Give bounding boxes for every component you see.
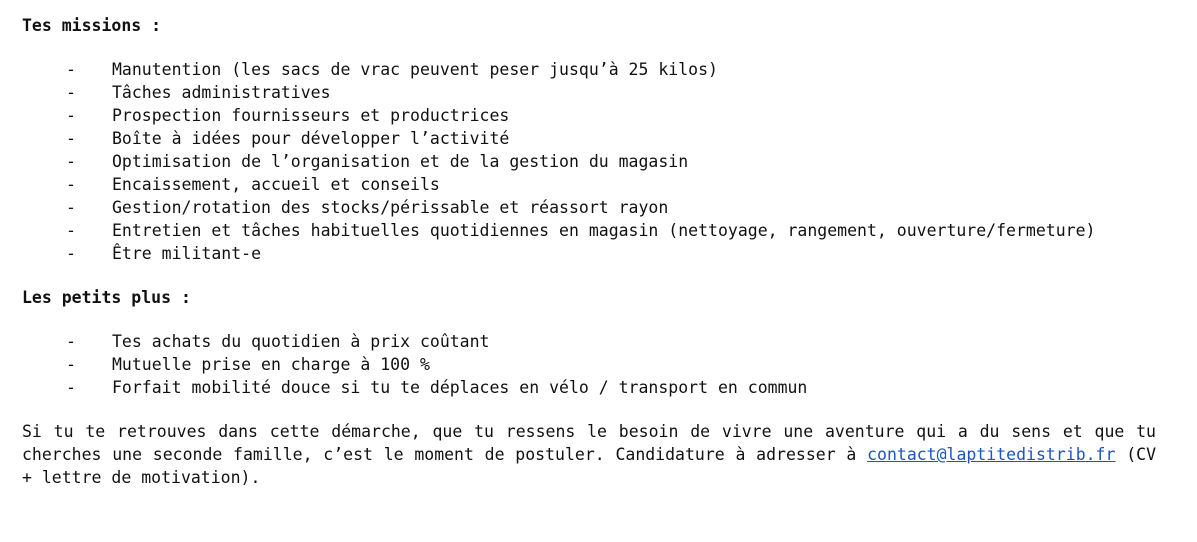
spacer [22, 399, 1156, 420]
list-item [22, 219, 1156, 242]
list-item-text: Optimisation de l’organisation et de la gestion du magasin [112, 152, 689, 171]
bullet-dash: - [66, 175, 76, 194]
closing-text: Si tu te retrouves dans cette démarche, que tu ressens le besoin de vivre une aventure qui a du sens et que tu cherches une seconde famille, c’est le moment de postuler. Candidature à adresser à [22, 422, 1156, 464]
list-item [22, 353, 1156, 376]
list-item-text: Tes achats du quotidien à prix coûtant [112, 332, 490, 351]
bullet-dash: - [66, 355, 76, 374]
list-item-text: Gestion/rotation des stocks/périssable et réassort rayon [112, 198, 669, 217]
list-item [22, 150, 1156, 173]
bullet-dash: - [66, 129, 76, 148]
missions-list [22, 58, 1156, 265]
job-description [22, 14, 1156, 489]
list-item [22, 330, 1156, 353]
contact-email-link[interactable]: contact@laptitedistrib.fr [867, 445, 1116, 464]
list-item [22, 127, 1156, 150]
spacer [22, 309, 1156, 330]
list-item [22, 58, 1156, 81]
list-item-text: Boîte à idées pour développer l’activité [112, 129, 510, 148]
bullet-dash: - [66, 244, 76, 263]
bullet-dash: - [66, 60, 76, 79]
bullet-dash: - [66, 152, 76, 171]
bullet-dash: - [66, 198, 76, 217]
spacer [22, 37, 1156, 58]
missions-heading: Tes missions : [22, 16, 162, 35]
list-item-text: Mutuelle prise en charge à 100 % [112, 355, 430, 374]
bullet-dash: - [66, 83, 76, 102]
list-item [22, 104, 1156, 127]
list-item-text: Manutention (les sacs de vrac peuvent peser jusqu’à 25 kilos) [112, 60, 718, 79]
list-item [22, 81, 1156, 104]
bullet-dash: - [66, 378, 76, 397]
list-item [22, 376, 1156, 399]
closing-paragraph [22, 420, 1156, 489]
spacer [22, 265, 1156, 286]
list-item-text: Être militant-e [112, 244, 262, 263]
closing-suffix: (CV + lettre de motivation). [22, 445, 1157, 487]
perks-list [22, 330, 1156, 399]
list-item [22, 173, 1156, 196]
list-item-text: Encaissement, accueil et conseils [112, 175, 440, 194]
list-item-text: Prospection fournisseurs et productrices [112, 106, 510, 125]
list-item [22, 242, 1156, 265]
perks-heading: Les petits plus : [22, 288, 191, 307]
list-item-text: Entretien et tâches habituelles quotidiennes en magasin (nettoyage, rangement, ouverture/fermeture) [112, 221, 1096, 240]
bullet-dash: - [66, 332, 76, 351]
list-item [22, 196, 1156, 219]
list-item-text: Tâches administratives [112, 83, 331, 102]
bullet-dash: - [66, 221, 76, 240]
bullet-dash: - [66, 106, 76, 125]
list-item-text: Forfait mobilité douce si tu te déplaces en vélo / transport en commun [112, 378, 808, 397]
